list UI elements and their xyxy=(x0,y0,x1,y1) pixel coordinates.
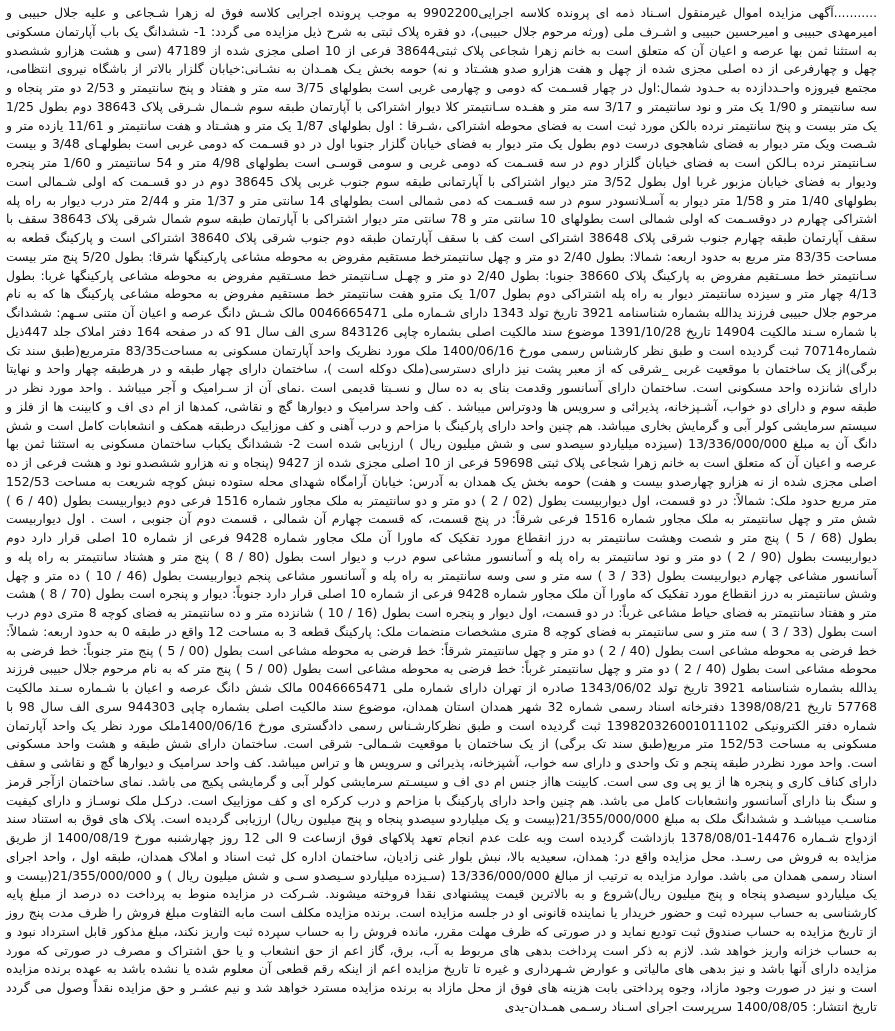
auction-notice-text: ...........آگهی مزایده اموال غیرمنقول اسـناد ذمه ای پرونده کلاسه اجرایی9902200 به موجب پرونده اجرایی کلاسه فوق له زهرا شـجاعی و علیه جلال حبیبی و امیرمهدی حبیبی و امیرحسین حبیبی و اشـرف ملی (ورثه مرحوم جلال حبیبی)، دو فقره پلاک ثبتی به شرح ذیل مزایده می گردد: 1- ششدانگ یک باب آپارتمان مسکونی به استثنا ثمن بها عرصه و اعیان آن که متعلق است به خانم زهرا شجاعی پلاک ثبتی38644 فرعی از 10 اصلی مجزی شده از 47189 (سی و هشت هزارو ششصدو چهل و چهارفرعی از ده اصلی مجزی شده از چهل و هفت هزارو صدو هشـتاد و نه) حومه بخش یـک همـدان به نشـانی:خیابان گلزار بالاتر از باشگاه نیروی انتظامی، مجتمع فیروزه واحـددازده به حـدود شمال:اول در چهار قسـمت که دومی و چهارمی غربی است بطولهای 3/75 سه متر و هفتاد و پنج سانتیمتر و 2/53 دو متر پنجاه و سه سانتیمتر و 1/90 یک متر و نود سانتیمتر و 3/17 سه متر و هفـده سـانتیمتر کلا دیوار اشتراکی با آپارتمان طبقه سوم شـمال شـرقی پلاک 38643 دوم بطول 1/25 یک متر بیست و پنج سانتیمتر نرده بالکن مورد ثبت است به فضای محوطه اشتراکی ،شـرقا : اول بطولهای 1/87 یک متر و هشـتاد و هفت سانتیمتر و 11/61 یازده متر و شـصت ویک متر دیوار به فضای شاهجوی درست دوم بطول یک متر دیوار به فضای خیابان گلزار جنوبا اول در دو قسـمت که دومی غربی است بطولهـای 3/48 و بیست سـانتیمتر نرده بـالکن است به فضای خیابان گلزار دوم در سه قسـمت که دومی غربی و سومی قوسـی است بطولهای 4/98 متر و 54 سانتیمتر و 1/60 متر پنجره ودیوار به فضای خیابان مزبور غربا اول بطول 3/52 متر دیوار اشتراکی با آپارتمانی طبقه سوم جنوب غربی پلاک 38645 دوم در دو قسـمت که اولی شـمالی است بطولهای 1/40 متر و 1/58 متر دیوار به آسـلانسودر سوم در سه قسـمت که دمی شمالی است بطولهای 14 سانتی متر و 1/37 متر و 2/44 متر درب دیوار به راه پله اشتراکی چهارم در دوقسـمت که اولی شمالی است بطولهای 10 سانتی متر و 78 سانتی متر دیوار اشتراکی با آپارتمان طبقه سوم شمال شرقی پلاک 38643 سقف با سقف آپارتمان طبقه چهارم جنوب شرقی پلاک 38648 اشتراکی است کف با سقف آپارتمان طبقه دوم جنوب شرقی پلاک 38640 اشتراکی است و پارکینگ قطعه به مساحت 83/35 متر مربع به حدود اربعه: شمالا: بطول 2/40 دو متر و چهل سانتیمترخط مستقیم مفروض به محوطه مشاعی پارکینگها شرقا: بطول 5/20 پنج متر بیست سـانتیمتر خط مسـتقیم مفروض به پارکینگ پلاک 38660 جنوبا: بطول 2/40 دو متر و چهـل سـانتیمتر خط مسـتقیم مفروض به محوطه مشاعی پارکینگها غربا: بطول 4/13 چهار متر و سیزده سانتیمتر دیوار به راه پله اشتراکی دوم بطول 1/07 یک مترو هفت سانتیمتر خط مستقیم مفروض به محوطه مشاعی پارکینگ ها که به نام مرحوم جلال حبیبی فرزند یدالله بشماره شناسنامه 3921 تاریخ تولد 1343 دارای شـماره ملی 0046665471 مالک شـش دانگ عرصه و اعیان آن متنی سـهم: ششدانگ با شماره سـند مالکیت 14904 تاریخ 1391/10/28 موضوع سند مالکیت اصلی بشماره چاپی 843126 سری الف سال 91 که در صفحه 164 دفتر املاک جلد 447ذیل شماره70714 ثبت گردیده است و طبق نظر کارشناس رسمی مورخ 1400/06/16 ملک مورد نظریک واحد آپارتمان مسکونی به مساحت83/35 مترمربع(طبق سند تک برگی)از یک ساختمان با موقعیت غربی _شرقی که از معبر پشت نیز دارای دسترسی(ملک دوکله است )، ساختمان دارای چهار طبقه و در هرطبقه چهار واحد و نهایتا دارای شانزده واحد مسکونی است. ساختمان دارای آسانسور وقدمت بنای به ده سال و نسـبتا قدیمی است .نمای آن از سـرامیک و آجر میباشد . واحد مورد نظر در طبقه سوم و دارای دو خواب، آشـپزخانه، پذیرائی و سرویس ها ودوتراس میباشد . کف واحد سرامیک و دیوارها گچ و نقاشی، کمدها از ام دی اف و کابینت ها از فلز و سیستم سرمایشی کولر آبی و گرمایش بخاری میباشد. هم چنین واحد دارای پارکینگ با مزاحم و درب آهنی و کف موزاییک درطبقه همکف و انشعابات کامل است و شش دانگ آن به مبلغ 13/336/000/000 (سیزده میلیاردو سیصدو سی و شش میلیون ریال ) ارزیابی شده است 2- ششدانگ یکباب ساختمان مسکونی به استثنا ثمن بها عرصه و اعیان آن که متعلق است به خانم زهرا شجاعی پلاک ثبتی 59698 فرعی از 10 اصلی مجزی شده از 9427 (پنجاه و نه هزارو ششصدو نود و هشت فرعی از ده اصلی مجزی شده از نه هزارو چهارصدو بیست و هفت) حومه بخش یک همدان به آدرس: خیابان آرامگاه شهدای محله ستوده نبش کوچه شریعت به مساحت 152/53 متر مربع حدود ملک: شمالاً: در دو قسمت، اول دیواربیست بطول (02 / 2 ) دو متر و دو سانتیمتر به ملک مجاور شماره 1516 فرعی دوم دیواربیست بطول (40 / 6 ) شش متر و چهل سانتیمتر به ملک مجاور شماره 1516 فرعی شرقاً: در پنج قسمت، که قسمت چهارم آن شمالی ، قسمت دوم آن جنوبی ، است . اول دیواربیست بطول (68 / 5 ) پنج متر و شصت وهشت سانتیمتر به درز انقطاع مورد تفکیک که ماورا آن ملک مجاور شماره 9428 فرعی از شماره 10 اصلی قرار دارد دوم دیواربیست بطول (90 / 2 ) دو متر و نود سانتیمتر به راه پله و آسانسور مشاعی سوم درب و دیوار است بطول (80 / 8 ) پنج متر و هشتاد سانتیمتر به راه پله و آسانسور مشاعی چهارم دیواربیست بطول (33 / 3 ) سه متر و سی وسه سانتیمتر به راه پله و آسانسور مشاعی پنجم دیواربیست بطول (46 / 10 ) ده متر و چهل وشش سانتیمتر به درز انقطاع مورد تفکیک که ماورا آن ملک مجاور شماره 9428 فرعی از شماره 10 اصلی قرار دارد جنوباً: دیوار و پنجره است بطول (70 / 8 ) هشت متر و هفتاد سانتیمتر به فضای حیاط مشاعی غرباً: در دو قسمت، اول دیوار و پنجره است بطول (16 / 10 ) شانزده متر و ده سانتیمتر به فضای کوچه 8 متری دوم درب است بطول (33 / 3 ) سه متر و سی سانتیمتر به فضای کوچه 8 متری مشخصات منضمات ملک: پارکینگ قطعه 3 به مساحت 12 واقع در طبقه 0 به حدود اربعه: شمالاً: خط فرضی به محوطه مشاعی است بطول (40 / 2 ) دو متر و چهل سانتیمتر شرقاً: خط فرضی به محوطه مشاعی است بطول (00 / 5 ) پنج متر جنوباً: خط فرضی به محوطه مشاعی است بطول (40 / 2 ) دو متر و چهل سانتیمتر غرباً: خط فرضی به محوطه مشاعی است بطول (00 / 5 ) پنج متر که به نام مرحوم جلال حبیبی فرزند یدالله بشماره شناسنامه 3921 تاریخ تولد 1343/06/02 صادره از تهران دارای شماره ملی 0046665471 مالک شش دانگ عرصه و اعیان با شـماره سـند مالکیت 57768 تاریخ 1398/08/21 دفترخانه اسناد رسمی شماره 32 شهر همدان استان همدان، موضوع سند مالکیت اصلی بشماره چاپی 944303 سری الف سال 98 با شماره دفتر الکترونیکی 139820326001011102 ثبت گردیده است و طبق نظرکارشـناس رسمی دادگستری مورخ 1400/06/16ملک مورد نظر یک واحد آپارتمان مسکونی به مساحت 152/53 متر مربع(طبق سند تک برگی) از یک ساختمان با موقعیت شـمالی- شرقی است. ساختمان دارای شش طبقه و هشت واحد مسکونی است. واحد مورد نظردر طبقه پنجم و تک واحدی و دارای سه خواب، آشپزخانه، پذیرائی و سرویس ها و تراس میباشد. کف واحد سرامیک و دیوارها گچ و نقاشی و سقف دارای کناف کاری و پنجره ها از یو پی وی سی است. کابینت هااز جنس ام دی اف و سیسـتم سرمایشی کولر آبی و گرمایشی پکیج می باشد. نمای ساختمان ازآجر قرمز و سنگ بنا دارای آسانسور وانشعابات کامل می باشد. هم چنین واحد دارای پارکینگ با مزاحم و درب کرکره ای و کف موزاییک است. درکـل ملک نوسـاز و دارای کیفیت مناسـب میباشـد و ششدانگ ملک به مبلغ 21/355/000/000(بیست و یک میلیاردو سیصدو پنجاه و پنج میلیون ریال) ارزیابی گردیده است. پلاک های فوق به استناد سند ازدواج شـماره 14476-1378/08/01 بازداشت گردیده است وبه علت عدم انجام تعهد پلاکهای فوق ازساعت 9 الی 12 روز چهارشنبه مورخ 1400/08/19 از طریق مزایده به فروش می رسـد. محل مزایده واقع در: همدان، سعیدیه بالا، نبش بلوار غنی زادیان، ساختمان اداره کل ثبت اسناد و املاک همدان، طبقه اول ، واحد اجرای اسناد رسمی همدان می باشد. موارد مزایده به ترتیب از مبالغ 13/336/000/000 (سـیزده میلیاردو سـیصدو سـی و شش میلیون ریال ) و 21/355/000/000(بیست و یک میلیاردو سیصدو پنجاه و پنج میلیون ریال)شروع و به بالاترین قیمت پیشنهادی نقدا فروخته میشوند. شـرکت در مزایده منوط به پرداخت ده درصد از مبلغ پایه کارشناسی به حساب سپرده ثبت و حضور خریدار یا نماینده قانونی او در جلسه مزایده است. برنده مزایده مکلف است مابه التفاوت مبلغ فروش را ظرف مدت پنج روز از تاریخ مزایده به حساب صندوق ثبت تودیع نماید و در صورتی که ظرف مهلت مقرر، مانده فروش را به حساب سپرده ثبت واریز نکند، مبلغ مذکور قابل استرداد نبود و به حساب خزانه واریز خواهد شد. لازم به ذکر است پرداخت بدهی های مربوط به آب، برق، گاز اعم از حق انشعاب و یا حق اشتراک و مصرف در صورتی که مورد مزایده دارای آنها باشد و نیز بدهی های مالیاتی و عوارض شـهرداری و غیره تا تاریخ مزایده اعم از اینکه رقم قطعی آن معلوم شده یا نشده باشد به عهده برنده مزایده است و نیز در صورت وجود مازاد، وجوه پرداختی بابت هزینه های فوق از محل مازاد به برنده مزایده مسترد خواهد شد و نیم عشـر و حق مزایده نقداً وصول می گردد تاریخ انتشار: 1400/08/05 سرپرست اجرای اسـناد رسـمی همـدان-یدی xyxy=(6,5,878,1014)
